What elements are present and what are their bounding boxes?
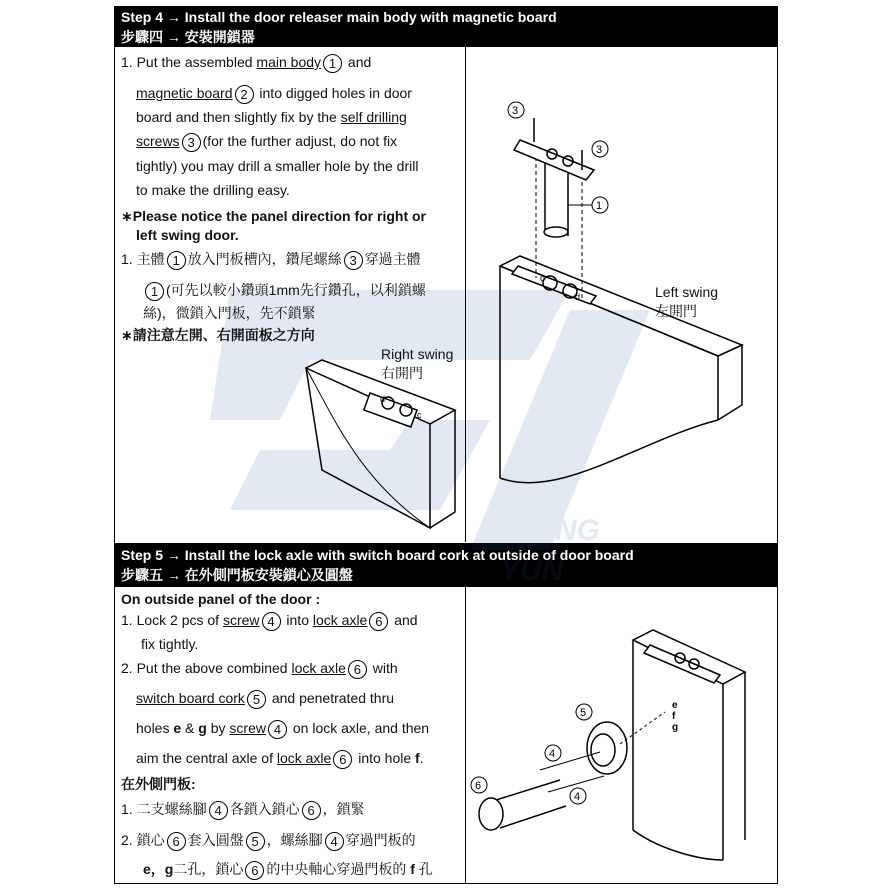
door-edge-exploded-view: [479, 630, 745, 860]
svg-text:e: e: [672, 700, 678, 711]
step4-line1: 1. Put the assembled main body 1 and: [121, 54, 372, 71]
main-body-link: main body: [256, 54, 322, 70]
svg-text:4: 4: [549, 748, 556, 760]
step5-line2b: switch board cork 5 and penetrated thru: [136, 690, 395, 707]
svg-text:5: 5: [580, 707, 587, 719]
step5-line2: 2. Put the above combined lock axle 6 with: [121, 660, 398, 677]
callout-4-top: [545, 745, 561, 761]
right-door-letter-c: c: [417, 410, 422, 420]
step4-line6: to make the drilling easy.: [136, 182, 290, 198]
step5-heading-en: On outside panel of the door :: [121, 591, 321, 607]
step4-title-zh: 步驟四 → 安裝開鎖器: [121, 29, 255, 45]
step5-line2d: aim the central axle of lock axle 6 into hole f.: [136, 750, 424, 767]
svg-text:6: 6: [475, 780, 482, 792]
watermark-chang: CHANG: [490, 514, 600, 547]
step5-line2c: holes e & g by screw 4 on lock axle, and then: [136, 720, 430, 737]
step5-title-en: Step 5 → Install the lock axle with switch board cork at outside of door board: [121, 547, 634, 563]
step5-title-zh: 步驟五 → 在外側門板安裝鎖心及圓盤: [121, 567, 353, 583]
step4-zh-line3: 絲)，微鎖入門板，先不鎖緊: [143, 305, 316, 321]
step5-zh-line3: e，g二孔，鎖心 6 的中央軸心穿過門板的 f 孔: [143, 861, 433, 878]
circled-1: 1: [323, 54, 342, 73]
step4-line3: board and then slightly fix by the self drilling: [136, 109, 407, 125]
svg-text:4: 4: [574, 791, 581, 803]
svg-text:3: 3: [596, 144, 603, 156]
step4-notice-en-2: left swing door.: [136, 227, 239, 243]
step4-zh-line1: 1. 主體 1 放入門板槽內，鑽尾螺絲 3 穿過主體: [121, 251, 421, 268]
step5-zh-line1: 1. 二支螺絲腳 4 各鎖入鎖心 6 ，鎖緊: [121, 801, 365, 818]
callout-6: [471, 777, 487, 793]
svg-text:1: 1: [596, 200, 603, 212]
left-door-letter-d: d: [575, 292, 581, 302]
step5-heading-zh: 在外側門板:: [121, 776, 196, 792]
circled-3: 3: [182, 133, 201, 152]
hole-letters: [672, 700, 678, 733]
callout-5: [576, 704, 592, 720]
right-swing-label: Right swing 右開門: [381, 346, 454, 381]
callout-4-bottom: [570, 788, 586, 804]
step4-title-en: Step 4 → Install the door releaser main body with magnetic board: [121, 9, 557, 25]
step4-notice-zh: ∗請注意左開、右開面板之方向: [121, 327, 315, 343]
step4-notice-en-1: ∗Please notice the panel direction for right or: [121, 208, 427, 224]
svg-text:3: 3: [512, 105, 519, 117]
step4-line4: screws 3 (for the further adjust, do not fix: [136, 133, 398, 150]
left-door-letter-c: c: [540, 273, 545, 283]
svg-text:f: f: [672, 711, 676, 722]
step4-line2: magnetic board 2 into digged holes in door: [136, 85, 412, 102]
right-door-letter-d: d: [380, 394, 386, 404]
step4-line5: tightly) you may drill a smaller hole by the drill: [136, 158, 419, 174]
circled-2: 2: [235, 85, 254, 104]
step5-line1b: fix tightly.: [141, 636, 199, 652]
left-swing-label: Left swing 左開門: [655, 284, 719, 319]
step5-zh-line2: 2. 鎖心 6 套入圓盤 5 ，螺絲腳 4 穿過門板的: [121, 832, 416, 849]
step5-line1: 1. Lock 2 pcs of screw 4 into lock axle 6 and: [121, 612, 418, 629]
step4-zh-line2: 1 (可先以較小鑽頭1mm先行鑽孔，以利鎖螺: [143, 278, 426, 302]
svg-text:g: g: [672, 722, 679, 733]
